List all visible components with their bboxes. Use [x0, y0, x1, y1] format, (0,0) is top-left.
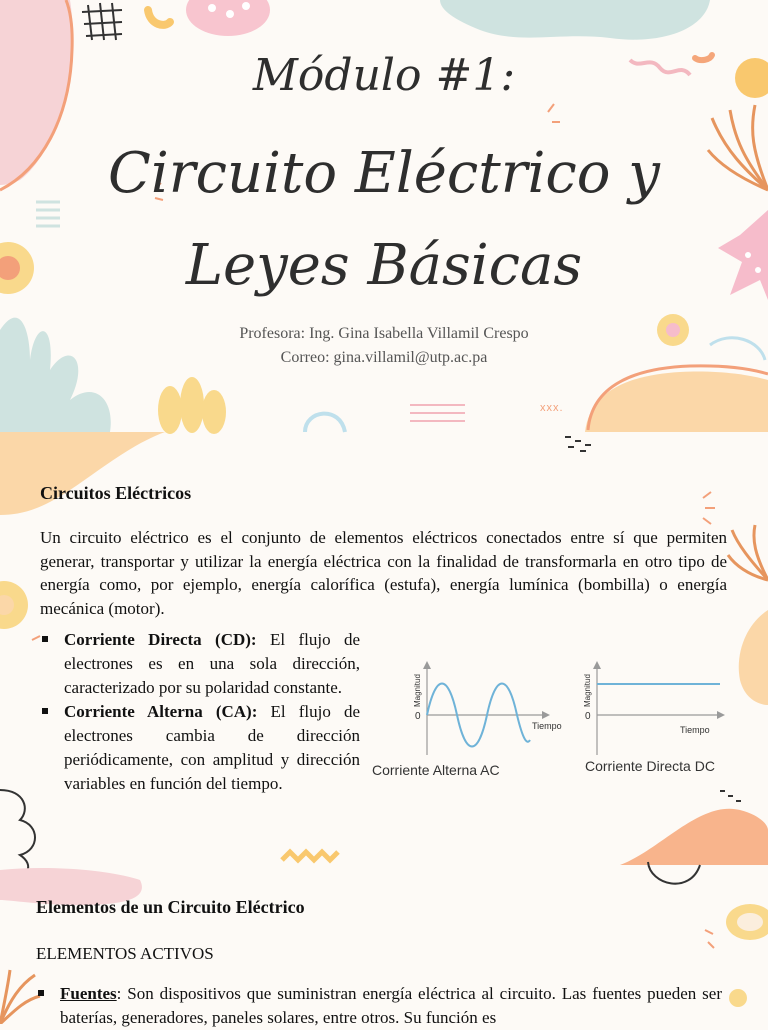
peach-blob-bottom-right [620, 809, 768, 865]
bullet-square-icon [42, 708, 48, 714]
palm-leaf-bottom-left [0, 970, 40, 1024]
professor-name: Profesora: Ing. Gina Isabella Villamil Crespo [239, 325, 529, 342]
current-types-list [40, 628, 360, 796]
author-info [0, 322, 768, 370]
palm-leaf-right-mid [728, 525, 768, 580]
module-title: Módulo #1: [252, 50, 516, 101]
list-item [40, 700, 360, 796]
ac-origin-label: 0 [415, 711, 421, 722]
grid-doodle [82, 3, 122, 40]
bullet-term: Corriente Alterna (CA): [64, 702, 258, 721]
bullet-square-icon [38, 990, 44, 996]
dc-y-label: Magnitud [583, 674, 592, 707]
ac-y-label: Magnitud [413, 674, 422, 707]
page-title [0, 128, 768, 312]
title-line-1: Circuito Eléctrico y [108, 141, 660, 206]
yellow-blob-right [739, 610, 768, 705]
subheading-active-elements: ELEMENTOS ACTIVOS [36, 944, 214, 963]
orange-tick-top [548, 104, 560, 122]
title-line-2: Leyes Básicas [185, 233, 583, 298]
circuits-paragraph: Un circuito eléctrico es el conjunto de elementos eléctricos conectados entre sí que permiten generar, transportar y utilizar la energía eléctrica con la finalidad de transformarla en otro tipo de energía como, por ejemplo, energía calorífica (estufa), energía lumínica (bombilla) o energía mecánica (motor). [40, 528, 727, 618]
pink-lines-doodle [410, 405, 465, 421]
ac-dc-figure [370, 655, 730, 785]
yellow-zigzag [282, 852, 338, 860]
peach-wave-right [585, 372, 768, 432]
teal-arc [305, 414, 345, 432]
bullet-text: : Son dispositivos que suministran energía eléctrica al circuito. Las fuentes pueden ser baterías, generadores, paneles solares, entre otros. Su función es [60, 984, 722, 1027]
dots-doodle [565, 436, 591, 452]
yellow-bean [148, 10, 170, 25]
bullet-square-icon [42, 636, 48, 642]
black-curve-bottom-right [648, 862, 700, 884]
bullet-term: Fuentes [60, 984, 117, 1003]
ac-caption: Corriente Alterna AC [372, 762, 500, 778]
dc-caption: Corriente Directa DC [585, 758, 715, 774]
small-flower-bottom-right [729, 989, 747, 1007]
dc-origin-label: 0 [585, 711, 591, 722]
orange-tick-left [32, 636, 40, 640]
professor-email: Correo: gina.villamil@utp.ac.pa [280, 349, 488, 366]
yellow-cactus [158, 377, 226, 434]
ac-graph [372, 661, 562, 778]
section-heading-circuits: Circuitos Eléctricos [40, 483, 192, 503]
orange-ticks-bottom-right [705, 930, 714, 948]
dc-graph [583, 661, 725, 774]
bullet-text: El flujo de electrones cambia de dirección periódicamente, con amplitud y dirección variables en función del tiempo. [64, 702, 360, 793]
dots-doodle-right [720, 790, 741, 802]
section-heading-elements: Elementos de un Circuito Eléctrico [36, 897, 305, 917]
dc-x-label: Tiempo [680, 725, 710, 735]
orange-ticks-right [703, 492, 715, 524]
pink-leaf-top [186, 0, 270, 36]
decor-text: xxx. [540, 402, 564, 414]
bullet-term: Corriente Directa (CD): [64, 630, 257, 649]
teal-blob-top-right [440, 0, 710, 40]
list-item [36, 982, 722, 1030]
bullet-text: El flujo de electrones es en una sola dirección, caracterizado por su polaridad constante. [64, 630, 360, 697]
list-item [40, 628, 360, 700]
black-squiggle-left [0, 790, 35, 880]
ac-x-label: Tiempo [532, 721, 562, 731]
